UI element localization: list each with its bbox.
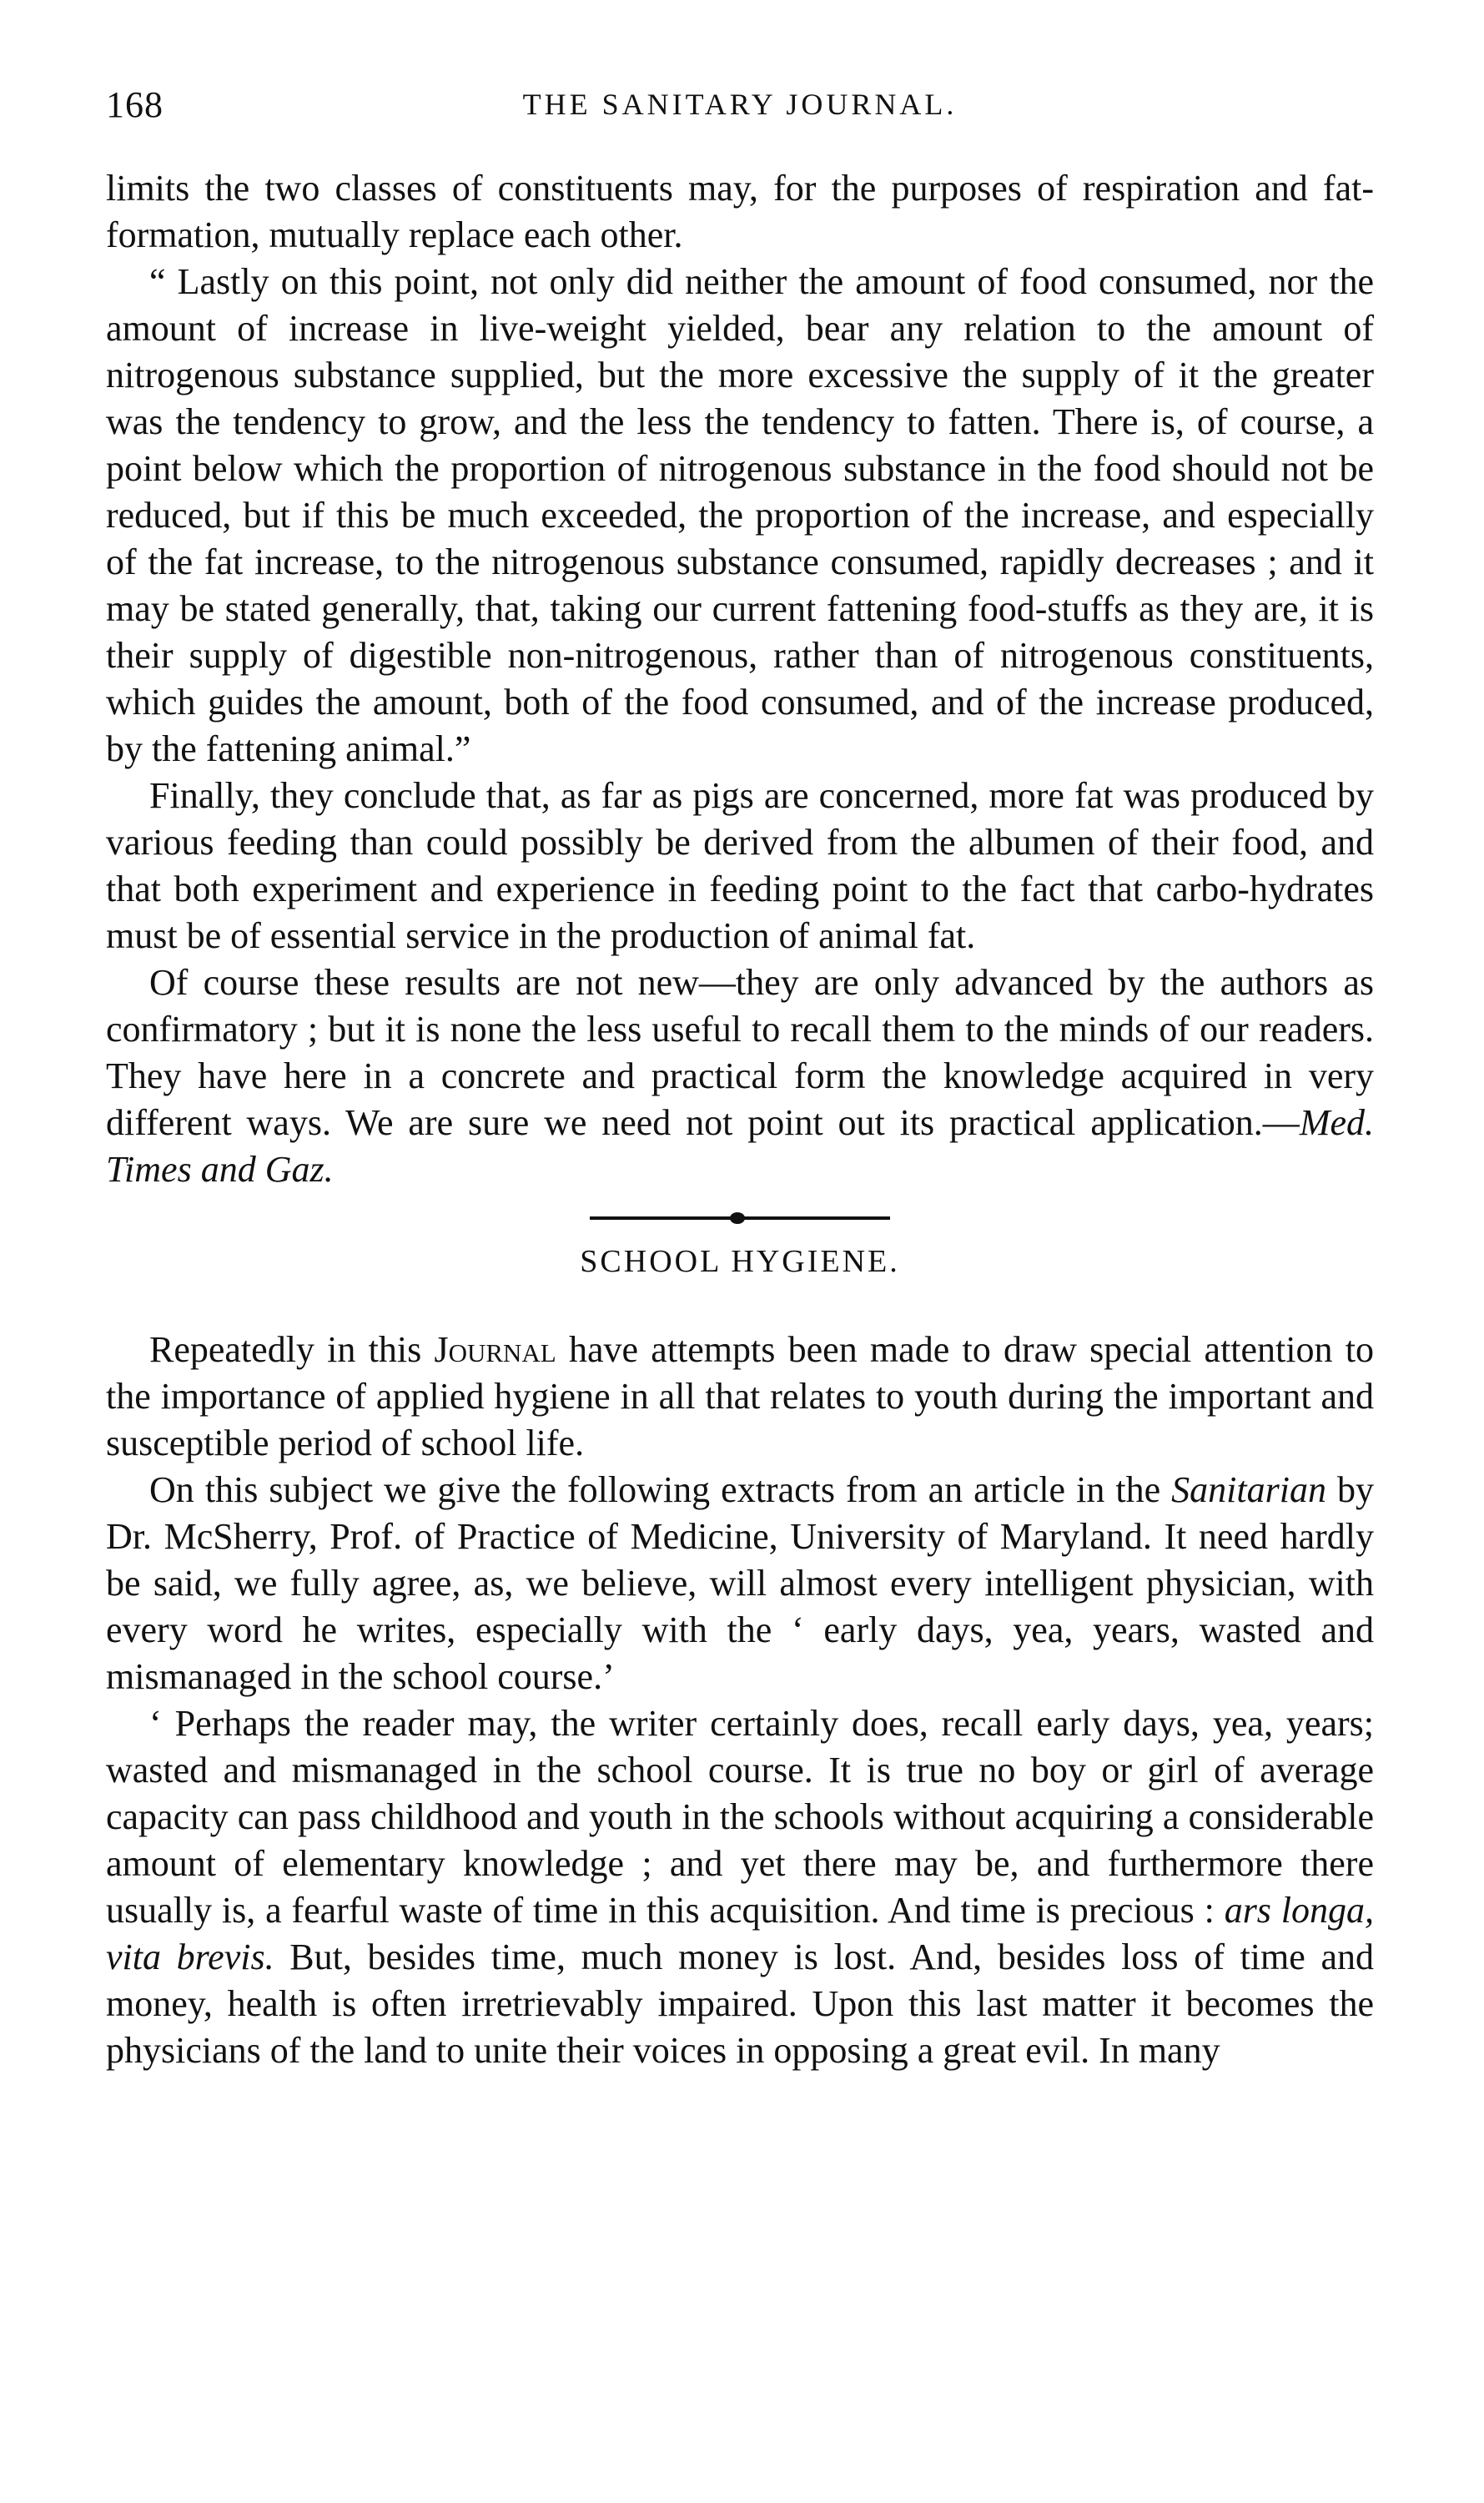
paragraph-perhaps-start: ‘ Perhaps the reader may, the writer certainly does, recall early days, yea, years; wasted and mismanaged in the school course. It is true no boy or girl of average capacity can pass childhood and youth in the schools without acquiring a considerable amount of elementary knowledge ; and yet there may be, and furthermore there usually is, a fearful waste of time in this acquisition. And time is precious : [106, 1703, 1374, 1931]
source-citation: Med. Times and Gaz. [106, 1102, 1374, 1190]
paragraph-continuation: limits the two classes of constituents may, for the purposes of respiration and fat-formation, mutually replace each other. [106, 168, 1374, 255]
publication-name: Sanitarian [1171, 1469, 1326, 1510]
article-body [106, 165, 1374, 2074]
journal-title: THE SANITARY JOURNAL. [522, 88, 958, 121]
paragraph-perhaps [106, 1700, 1374, 2074]
paragraph-on-this-start: On this subject we give the following extracts from an article in the [149, 1469, 1172, 1510]
paragraph-repeatedly-start: Repeatedly in this [149, 1329, 435, 1370]
paragraph-conclusion: Finally, they conclude that, as far as pigs are concerned, more fat was produced by various feeding than could possibly be derived from the albumen of their food, and that both experiment and experience in feeding point to the fact that carbo-hydrates must be of essential service in the production of animal fat. [106, 775, 1374, 956]
paragraph-quotation: “ Lastly on this point, not only did neither the amount of food consumed, nor the amount of increase in live-weight yielded, bear any relation to the amount of nitrogenous substance supplied, but the more excessive the supply of it the greater was the tendency to grow, and the less the tendency to fatten. There is, of course, a point below which the proportion of nitrogenous substance in the food should not be reduced, but if this be much exceeded, the proportion of the increase, and especially of the fat increase, to the nitrogenous substance consumed, rapidly decreases ; and it may be stated generally, that, taking our current fattening food-stuffs as they are, it is their supply of digestible non-nitrogenous, rather than of nitrogenous constituents, which guides the amount, both of the food consumed, and of the increase produced, by the fattening animal.” [106, 261, 1374, 769]
divider-rule [590, 1216, 890, 1220]
paragraph-repeatedly [106, 1327, 1374, 1467]
page-number: 168 [106, 84, 163, 125]
journal-word: Journal [434, 1329, 556, 1370]
latin-phrase: ars longa, vita brevis. [106, 1890, 1374, 1977]
running-head [106, 83, 1374, 142]
paragraph-repeatedly-end: have attempts been made to draw special attention to the importance of applied hygiene in all that relates to youth during the important and susceptible period of school life. [106, 1329, 1374, 1463]
section-divider [106, 1216, 1374, 1220]
paragraph-on-this-subject [106, 1467, 1374, 1700]
paragraph-on-this-end: by Dr. McSherry, Prof. of Practice of Medicine, University of Maryland. It need hardly be said, we fully agree, as, we believe, will almost every intelligent physician, with every word he writes, especially with the ‘ early days, yea, years, wasted and mismanaged in the school course.’ [106, 1469, 1375, 1697]
paragraph-of-course-text: Of course these results are not new—they are only advanced by the authors as confirmatory ; but it is none the less useful to recall them to the minds of our readers. They have here in a concrete and practical form the knowledge acquired in very different ways. We are sure we need not point out its practical application.— [106, 962, 1374, 1143]
section-heading: SCHOOL HYGIENE. [580, 1244, 900, 1279]
paragraph-of-course [106, 959, 1374, 1193]
paragraph-perhaps-end: But, besides time, much money is lost. And, besides loss of time and money, health is often irretrievably impaired. Upon this last matter it becomes the physicians of the land to unite their voices in opposing a great evil. In many [106, 1936, 1375, 2071]
page [106, 83, 1374, 2074]
